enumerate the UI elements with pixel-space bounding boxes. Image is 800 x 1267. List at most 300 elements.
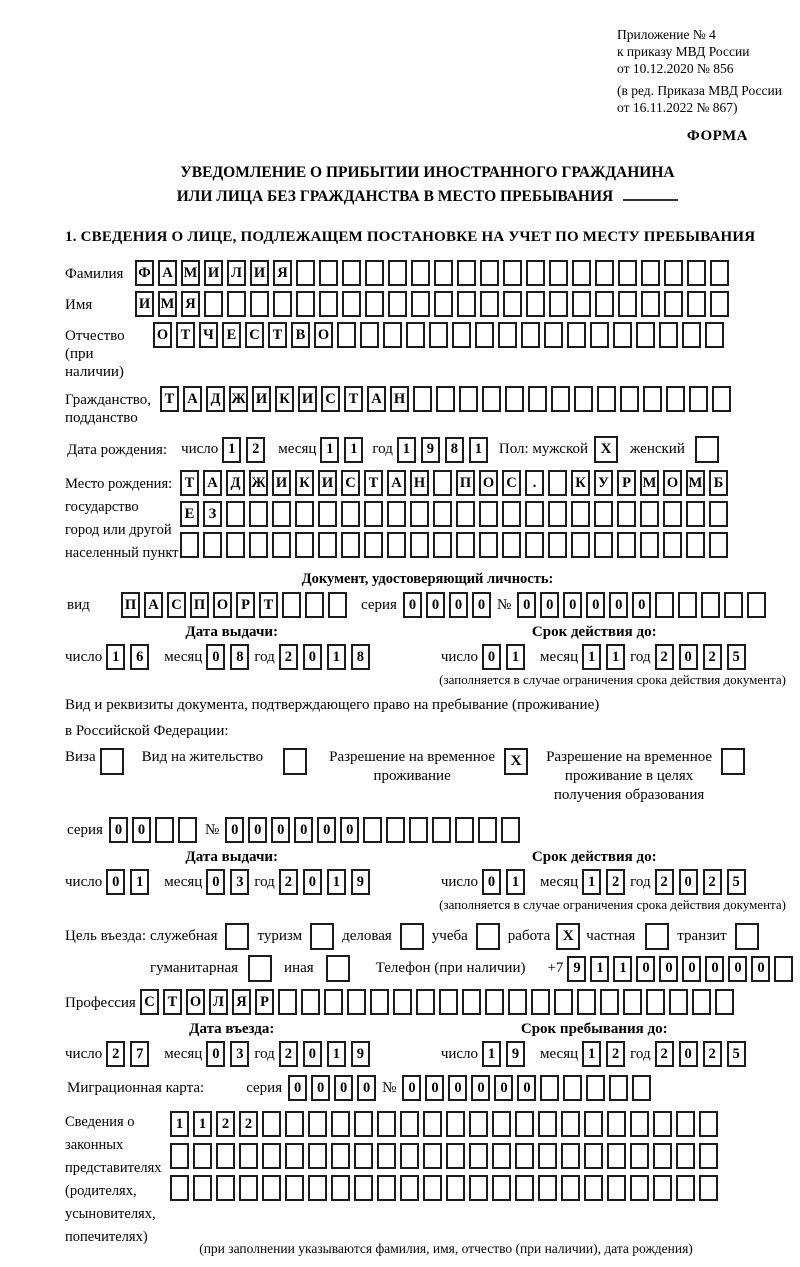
char-cell[interactable] <box>590 322 609 348</box>
char-cell[interactable] <box>563 1075 582 1101</box>
char-cell[interactable] <box>406 322 425 348</box>
char-cell[interactable] <box>669 989 688 1015</box>
char-cell[interactable]: 2 <box>606 1041 625 1067</box>
char-cell[interactable]: Л <box>227 260 246 286</box>
char-cell[interactable] <box>572 291 591 317</box>
char-cell[interactable]: 0 <box>482 869 501 895</box>
char-cell[interactable] <box>193 1143 212 1169</box>
char-cell[interactable] <box>354 1111 373 1137</box>
char-cell[interactable] <box>239 1143 258 1169</box>
char-cell[interactable] <box>686 501 705 527</box>
char-cell[interactable] <box>600 989 619 1015</box>
char-cell[interactable]: О <box>213 592 232 618</box>
char-cell[interactable] <box>643 386 662 412</box>
char-cell[interactable]: Т <box>163 989 182 1015</box>
char-cell[interactable] <box>686 532 705 558</box>
char-cell[interactable]: А <box>387 470 406 496</box>
char-cell[interactable] <box>272 501 291 527</box>
char-cell[interactable] <box>388 291 407 317</box>
char-cell[interactable]: Ф <box>135 260 154 286</box>
char-cell[interactable] <box>328 592 347 618</box>
char-cell[interactable] <box>613 322 632 348</box>
char-cell[interactable]: 5 <box>727 1041 746 1067</box>
char-cell[interactable] <box>699 1143 718 1169</box>
char-cell[interactable] <box>676 1111 695 1137</box>
char-cell[interactable]: 0 <box>402 1075 421 1101</box>
char-cell[interactable] <box>434 260 453 286</box>
char-cell[interactable]: К <box>295 470 314 496</box>
char-cell[interactable] <box>363 817 382 843</box>
char-cell[interactable] <box>503 260 522 286</box>
char-cell[interactable] <box>508 989 527 1015</box>
char-cell[interactable]: Д <box>226 470 245 496</box>
char-cell[interactable] <box>701 592 720 618</box>
char-cell[interactable]: 0 <box>563 592 582 618</box>
char-cell[interactable] <box>423 1143 442 1169</box>
char-cell[interactable] <box>446 1143 465 1169</box>
char-cell[interactable]: 1 <box>482 1041 501 1067</box>
char-cell[interactable] <box>525 501 544 527</box>
char-cell[interactable] <box>653 1175 672 1201</box>
char-cell[interactable] <box>617 532 636 558</box>
char-cell[interactable]: 0 <box>132 817 151 843</box>
char-cell[interactable] <box>617 501 636 527</box>
char-cell[interactable]: 7 <box>130 1041 149 1067</box>
char-cell[interactable] <box>687 260 706 286</box>
char-cell[interactable]: 5 <box>727 644 746 670</box>
char-cell[interactable] <box>319 291 338 317</box>
char-cell[interactable] <box>456 501 475 527</box>
char-cell[interactable] <box>262 1111 281 1137</box>
char-cell[interactable]: С <box>502 470 521 496</box>
char-cell[interactable] <box>434 291 453 317</box>
char-cell[interactable] <box>526 291 545 317</box>
char-cell[interactable] <box>296 291 315 317</box>
char-cell[interactable]: 0 <box>106 869 125 895</box>
char-cell[interactable]: 1 <box>170 1111 189 1137</box>
char-cell[interactable] <box>387 501 406 527</box>
char-cell[interactable] <box>632 1075 651 1101</box>
char-cell[interactable]: 1 <box>320 437 339 463</box>
char-cell[interactable] <box>354 1143 373 1169</box>
char-cell[interactable]: 0 <box>636 956 655 982</box>
char-cell[interactable] <box>538 1175 557 1201</box>
char-cell[interactable] <box>272 532 291 558</box>
char-cell[interactable] <box>571 501 590 527</box>
char-cell[interactable] <box>364 501 383 527</box>
char-cell[interactable] <box>365 260 384 286</box>
char-cell[interactable] <box>676 1175 695 1201</box>
char-cell[interactable] <box>377 1111 396 1137</box>
char-cell[interactable]: О <box>186 989 205 1015</box>
char-cell[interactable] <box>170 1175 189 1201</box>
char-cell[interactable]: 2 <box>279 1041 298 1067</box>
char-cell[interactable] <box>301 989 320 1015</box>
char-cell[interactable]: О <box>479 470 498 496</box>
char-cell[interactable] <box>640 532 659 558</box>
purpose-transit-checkbox[interactable] <box>735 923 759 950</box>
char-cell[interactable] <box>561 1175 580 1201</box>
char-cell[interactable]: 0 <box>426 592 445 618</box>
char-cell[interactable] <box>498 322 517 348</box>
char-cell[interactable] <box>538 1143 557 1169</box>
char-cell[interactable] <box>462 989 481 1015</box>
char-cell[interactable] <box>331 1111 350 1137</box>
purpose-work-checkbox[interactable]: X <box>556 923 580 950</box>
char-cell[interactable] <box>342 291 361 317</box>
char-cell[interactable] <box>549 291 568 317</box>
char-cell[interactable]: 9 <box>351 1041 370 1067</box>
char-cell[interactable]: А <box>183 386 202 412</box>
char-cell[interactable] <box>226 532 245 558</box>
char-cell[interactable]: 0 <box>679 1041 698 1067</box>
char-cell[interactable]: 2 <box>703 644 722 670</box>
char-cell[interactable]: 0 <box>728 956 747 982</box>
char-cell[interactable] <box>400 1175 419 1201</box>
char-cell[interactable] <box>630 1143 649 1169</box>
char-cell[interactable]: 1 <box>327 644 346 670</box>
char-cell[interactable] <box>446 1111 465 1137</box>
char-cell[interactable] <box>482 386 501 412</box>
char-cell[interactable] <box>433 470 452 496</box>
char-cell[interactable]: 0 <box>705 956 724 982</box>
char-cell[interactable]: 2 <box>106 1041 125 1067</box>
char-cell[interactable]: И <box>318 470 337 496</box>
char-cell[interactable]: 8 <box>230 644 249 670</box>
char-cell[interactable] <box>502 501 521 527</box>
char-cell[interactable] <box>285 1175 304 1201</box>
char-cell[interactable] <box>387 532 406 558</box>
char-cell[interactable] <box>502 532 521 558</box>
char-cell[interactable] <box>282 592 301 618</box>
char-cell[interactable] <box>383 322 402 348</box>
char-cell[interactable]: 1 <box>106 644 125 670</box>
char-cell[interactable] <box>492 1111 511 1137</box>
char-cell[interactable]: Я <box>273 260 292 286</box>
char-cell[interactable] <box>480 260 499 286</box>
char-cell[interactable] <box>226 501 245 527</box>
char-cell[interactable] <box>620 386 639 412</box>
char-cell[interactable] <box>574 386 593 412</box>
char-cell[interactable] <box>710 291 729 317</box>
char-cell[interactable]: 0 <box>482 644 501 670</box>
char-cell[interactable] <box>607 1175 626 1201</box>
char-cell[interactable]: М <box>640 470 659 496</box>
char-cell[interactable]: 9 <box>351 869 370 895</box>
char-cell[interactable]: 2 <box>239 1111 258 1137</box>
char-cell[interactable] <box>180 532 199 558</box>
char-cell[interactable]: Е <box>222 322 241 348</box>
char-cell[interactable]: . <box>525 470 544 496</box>
char-cell[interactable] <box>429 322 448 348</box>
char-cell[interactable] <box>699 1175 718 1201</box>
char-cell[interactable] <box>364 532 383 558</box>
char-cell[interactable] <box>262 1143 281 1169</box>
char-cell[interactable]: 0 <box>540 592 559 618</box>
char-cell[interactable]: Р <box>255 989 274 1015</box>
char-cell[interactable]: Я <box>232 989 251 1015</box>
char-cell[interactable] <box>609 1075 628 1101</box>
char-cell[interactable] <box>572 260 591 286</box>
char-cell[interactable]: Ч <box>199 322 218 348</box>
char-cell[interactable]: 2 <box>246 437 265 463</box>
char-cell[interactable] <box>393 989 412 1015</box>
char-cell[interactable] <box>663 532 682 558</box>
char-cell[interactable]: 2 <box>216 1111 235 1137</box>
char-cell[interactable]: 0 <box>317 817 336 843</box>
char-cell[interactable] <box>409 817 428 843</box>
char-cell[interactable] <box>347 989 366 1015</box>
char-cell[interactable] <box>480 291 499 317</box>
char-cell[interactable] <box>538 1111 557 1137</box>
char-cell[interactable] <box>492 1143 511 1169</box>
char-cell[interactable]: Т <box>344 386 363 412</box>
char-cell[interactable]: Л <box>209 989 228 1015</box>
char-cell[interactable]: Д <box>206 386 225 412</box>
char-cell[interactable]: С <box>321 386 340 412</box>
char-cell[interactable] <box>709 532 728 558</box>
char-cell[interactable] <box>548 501 567 527</box>
char-cell[interactable] <box>618 291 637 317</box>
char-cell[interactable]: 1 <box>582 644 601 670</box>
char-cell[interactable]: С <box>167 592 186 618</box>
char-cell[interactable] <box>501 817 520 843</box>
char-cell[interactable]: О <box>153 322 172 348</box>
char-cell[interactable] <box>295 501 314 527</box>
char-cell[interactable] <box>377 1143 396 1169</box>
char-cell[interactable]: 9 <box>421 437 440 463</box>
char-cell[interactable] <box>436 386 455 412</box>
char-cell[interactable] <box>630 1175 649 1201</box>
char-cell[interactable] <box>459 386 478 412</box>
residence-permit-checkbox[interactable] <box>283 748 307 775</box>
char-cell[interactable] <box>597 386 616 412</box>
char-cell[interactable]: 1 <box>327 1041 346 1067</box>
char-cell[interactable] <box>479 532 498 558</box>
char-cell[interactable] <box>341 532 360 558</box>
char-cell[interactable]: А <box>144 592 163 618</box>
char-cell[interactable] <box>203 532 222 558</box>
temp-residence-education-checkbox[interactable] <box>721 748 745 775</box>
char-cell[interactable]: Ж <box>249 470 268 496</box>
char-cell[interactable] <box>410 501 429 527</box>
char-cell[interactable]: А <box>158 260 177 286</box>
char-cell[interactable] <box>492 1175 511 1201</box>
purpose-tourism-checkbox[interactable] <box>310 923 334 950</box>
char-cell[interactable] <box>641 260 660 286</box>
char-cell[interactable] <box>216 1143 235 1169</box>
char-cell[interactable]: 1 <box>582 869 601 895</box>
char-cell[interactable] <box>663 501 682 527</box>
char-cell[interactable] <box>682 322 701 348</box>
char-cell[interactable] <box>515 1143 534 1169</box>
char-cell[interactable] <box>469 1143 488 1169</box>
char-cell[interactable] <box>653 1111 672 1137</box>
char-cell[interactable] <box>594 501 613 527</box>
char-cell[interactable] <box>305 592 324 618</box>
char-cell[interactable] <box>692 989 711 1015</box>
char-cell[interactable] <box>262 1175 281 1201</box>
char-cell[interactable]: 0 <box>225 817 244 843</box>
char-cell[interactable]: 1 <box>590 956 609 982</box>
char-cell[interactable]: 0 <box>632 592 651 618</box>
char-cell[interactable] <box>285 1143 304 1169</box>
char-cell[interactable] <box>664 260 683 286</box>
char-cell[interactable]: 1 <box>344 437 363 463</box>
purpose-official-checkbox[interactable] <box>225 923 249 950</box>
char-cell[interactable]: С <box>245 322 264 348</box>
char-cell[interactable]: 0 <box>517 592 536 618</box>
char-cell[interactable] <box>577 989 596 1015</box>
char-cell[interactable]: 0 <box>303 644 322 670</box>
char-cell[interactable]: П <box>190 592 209 618</box>
char-cell[interactable] <box>607 1111 626 1137</box>
char-cell[interactable] <box>416 989 435 1015</box>
char-cell[interactable] <box>433 532 452 558</box>
char-cell[interactable] <box>503 291 522 317</box>
char-cell[interactable]: 0 <box>288 1075 307 1101</box>
char-cell[interactable] <box>354 1175 373 1201</box>
char-cell[interactable] <box>549 260 568 286</box>
char-cell[interactable] <box>423 1175 442 1201</box>
char-cell[interactable] <box>318 501 337 527</box>
char-cell[interactable]: 0 <box>294 817 313 843</box>
char-cell[interactable]: 0 <box>659 956 678 982</box>
char-cell[interactable]: 2 <box>606 869 625 895</box>
char-cell[interactable] <box>515 1111 534 1137</box>
char-cell[interactable] <box>452 322 471 348</box>
char-cell[interactable] <box>548 532 567 558</box>
char-cell[interactable]: Т <box>259 592 278 618</box>
char-cell[interactable] <box>586 1075 605 1101</box>
char-cell[interactable]: 0 <box>206 1041 225 1067</box>
char-cell[interactable]: 0 <box>248 817 267 843</box>
char-cell[interactable]: 8 <box>445 437 464 463</box>
char-cell[interactable]: 1 <box>582 1041 601 1067</box>
char-cell[interactable]: В <box>291 322 310 348</box>
char-cell[interactable] <box>551 386 570 412</box>
char-cell[interactable]: 2 <box>655 644 674 670</box>
char-cell[interactable] <box>548 470 567 496</box>
char-cell[interactable] <box>715 989 734 1015</box>
char-cell[interactable] <box>479 501 498 527</box>
char-cell[interactable]: З <box>203 501 222 527</box>
char-cell[interactable]: Р <box>617 470 636 496</box>
char-cell[interactable] <box>337 322 356 348</box>
char-cell[interactable] <box>170 1143 189 1169</box>
char-cell[interactable]: 1 <box>222 437 241 463</box>
char-cell[interactable] <box>400 1111 419 1137</box>
char-cell[interactable] <box>774 956 793 982</box>
sex-female-checkbox[interactable] <box>695 436 719 463</box>
purpose-business-checkbox[interactable] <box>400 923 424 950</box>
char-cell[interactable] <box>178 817 197 843</box>
char-cell[interactable] <box>386 817 405 843</box>
char-cell[interactable] <box>678 592 697 618</box>
char-cell[interactable] <box>641 291 660 317</box>
char-cell[interactable] <box>423 1111 442 1137</box>
char-cell[interactable]: 1 <box>130 869 149 895</box>
char-cell[interactable]: 0 <box>679 644 698 670</box>
char-cell[interactable] <box>296 260 315 286</box>
char-cell[interactable] <box>331 1143 350 1169</box>
char-cell[interactable] <box>319 260 338 286</box>
char-cell[interactable] <box>724 592 743 618</box>
char-cell[interactable] <box>705 322 724 348</box>
char-cell[interactable] <box>478 817 497 843</box>
char-cell[interactable]: 2 <box>279 644 298 670</box>
char-cell[interactable] <box>521 322 540 348</box>
char-cell[interactable]: 0 <box>303 869 322 895</box>
char-cell[interactable] <box>531 989 550 1015</box>
char-cell[interactable]: А <box>203 470 222 496</box>
char-cell[interactable] <box>646 989 665 1015</box>
char-cell[interactable] <box>623 989 642 1015</box>
char-cell[interactable]: Б <box>709 470 728 496</box>
char-cell[interactable] <box>505 386 524 412</box>
char-cell[interactable] <box>594 532 613 558</box>
char-cell[interactable] <box>411 291 430 317</box>
char-cell[interactable]: Ж <box>229 386 248 412</box>
char-cell[interactable] <box>324 989 343 1015</box>
char-cell[interactable] <box>709 501 728 527</box>
char-cell[interactable]: И <box>135 291 154 317</box>
purpose-private-checkbox[interactable] <box>645 923 669 950</box>
char-cell[interactable] <box>469 1175 488 1201</box>
char-cell[interactable]: 0 <box>334 1075 353 1101</box>
char-cell[interactable]: 2 <box>655 1041 674 1067</box>
char-cell[interactable] <box>636 322 655 348</box>
char-cell[interactable]: 0 <box>609 592 628 618</box>
char-cell[interactable]: Т <box>180 470 199 496</box>
char-cell[interactable] <box>544 322 563 348</box>
char-cell[interactable] <box>204 291 223 317</box>
char-cell[interactable]: 1 <box>327 869 346 895</box>
char-cell[interactable]: И <box>272 470 291 496</box>
char-cell[interactable] <box>370 989 389 1015</box>
purpose-study-checkbox[interactable] <box>476 923 500 950</box>
char-cell[interactable]: 1 <box>613 956 632 982</box>
char-cell[interactable]: 2 <box>655 869 674 895</box>
char-cell[interactable] <box>630 1111 649 1137</box>
char-cell[interactable] <box>365 291 384 317</box>
char-cell[interactable] <box>640 501 659 527</box>
char-cell[interactable]: 0 <box>449 592 468 618</box>
char-cell[interactable]: С <box>140 989 159 1015</box>
char-cell[interactable]: П <box>456 470 475 496</box>
char-cell[interactable]: 9 <box>506 1041 525 1067</box>
char-cell[interactable] <box>595 291 614 317</box>
char-cell[interactable]: И <box>250 260 269 286</box>
char-cell[interactable]: 6 <box>130 644 149 670</box>
char-cell[interactable] <box>295 532 314 558</box>
char-cell[interactable]: 2 <box>703 869 722 895</box>
char-cell[interactable] <box>659 322 678 348</box>
char-cell[interactable]: Е <box>180 501 199 527</box>
char-cell[interactable]: И <box>252 386 271 412</box>
char-cell[interactable] <box>377 1175 396 1201</box>
char-cell[interactable] <box>239 1175 258 1201</box>
char-cell[interactable] <box>285 1111 304 1137</box>
char-cell[interactable] <box>664 291 683 317</box>
char-cell[interactable] <box>411 260 430 286</box>
char-cell[interactable]: М <box>181 260 200 286</box>
char-cell[interactable] <box>227 291 246 317</box>
char-cell[interactable] <box>567 322 586 348</box>
char-cell[interactable] <box>457 260 476 286</box>
char-cell[interactable]: 0 <box>682 956 701 982</box>
char-cell[interactable]: Р <box>236 592 255 618</box>
